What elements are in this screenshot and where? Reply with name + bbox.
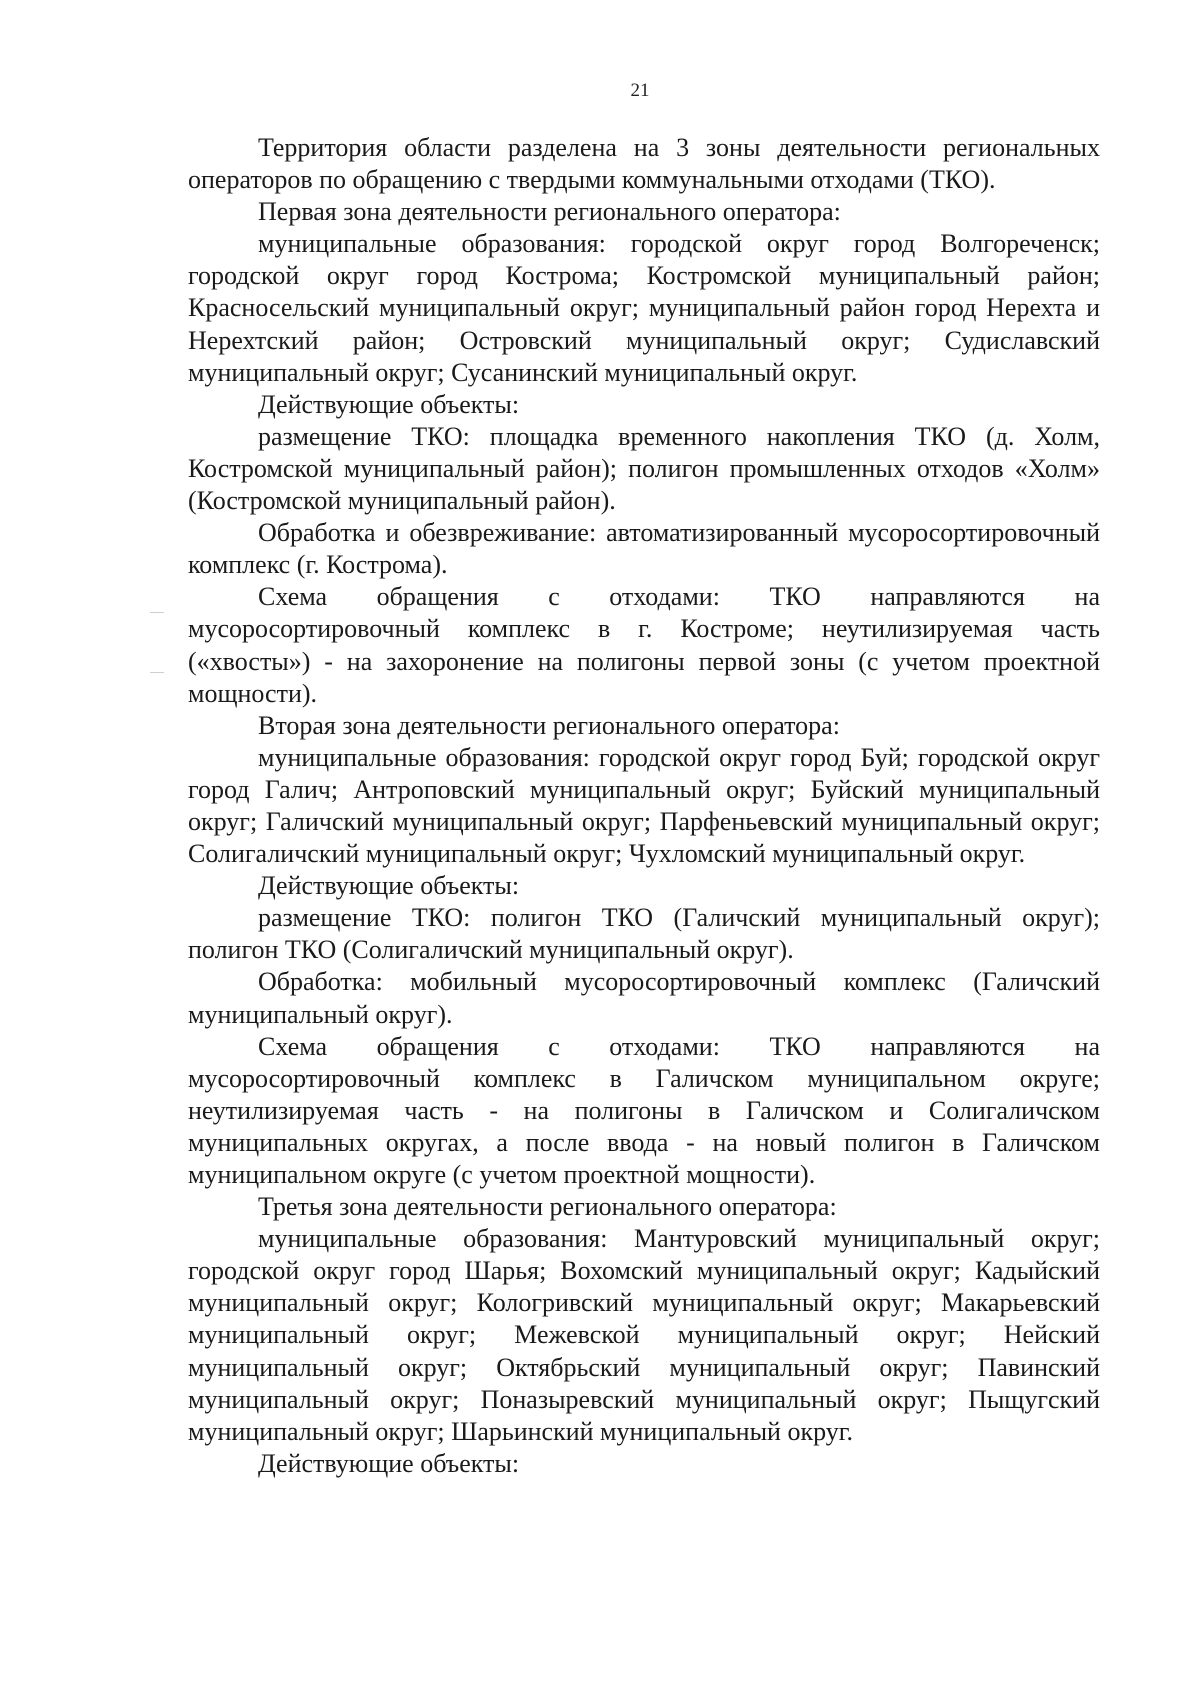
paragraph-zone-2-scheme: Схема обращения с отходами: ТКО направляются на мусоросортировочный комплекс в Галичском муниципальном округе; неутилизируемая часть - на полигоны в Галичском и Солигаличском муниципальных округах, а после ввода - на новый полигон в Галичском муниципальном округе (с учетом проектной мощности). <box>188 1031 1100 1189</box>
paragraph-zone-2-placement: размещение ТКО: полигон ТКО (Галичский муниципальный округ); полигон ТКО (Солигаличский муниципальный округ). <box>188 903 1100 965</box>
paragraph-zone-3-objects-heading: Действующие объекты: <box>258 1448 520 1478</box>
paragraph-zone-2-municipalities: муниципальные образования: городской округ город Буй; городской округ город Галич; Антроповский муниципальный округ; Буйский муниципальный округ; Галичский муниципальный округ; Парфеньевский муниципальный округ; Солигаличский муниципальный округ; Чухломский муниципальный округ. <box>188 742 1100 869</box>
paragraph-zone-3-heading: Третья зона деятельности регионального оператора: <box>258 1192 837 1222</box>
page-number: 21 <box>630 80 650 101</box>
paragraph-zone-1-heading: Первая зона деятельности регионального оператора: <box>258 197 841 227</box>
paragraph-zone-1-municipalities: муниципальные образования: городской округ город Волгореченск; городской округ город Кострома; Костромской муниципальный район; Красносельский муниципальный округ; муниципальный район город Нерехта и Нерехтский район; Островский муниципальный округ; Судиславский муниципальный округ; Сусанинский муниципальный округ. <box>188 229 1100 387</box>
paragraph-territory-intro: Территория области разделена на 3 зоны деятельности региональных операторов по обращению с твердыми коммунальными отходами (ТКО). <box>188 133 1100 195</box>
paragraph-zone-2-processing: Обработка: мобильный мусоросортировочный комплекс (Галичский муниципальный округ). <box>188 967 1100 1029</box>
paragraph-zone-2-objects-heading: Действующие объекты: <box>258 871 520 901</box>
scan-margin-mark <box>150 672 164 673</box>
paragraph-zone-1-processing: Обработка и обезвреживание: автоматизированный мусоросортировочный комплекс (г. Кострома). <box>188 518 1100 580</box>
paragraph-zone-2-heading: Вторая зона деятельности регионального оператора: <box>258 710 840 740</box>
paragraph-zone-1-scheme: Схема обращения с отходами: ТКО направляются на мусоросортировочный комплекс в г. Костроме; неутилизируемая часть («хвосты») - на захоронение на полигоны первой зоны (с учетом проектной мощности). <box>188 582 1100 708</box>
paragraph-zone-3-municipalities: муниципальные образования: Мантуровский муниципальный округ; городской округ город Шарья; Вохомский муниципальный округ; Кадыйский муниципальный округ; Кологривский муниципальный округ; Макарьевский муниципальный округ; Межевской муниципальный округ; Нейский муниципальный округ; Октябрьский муниципальный округ; Павинский муниципальный округ; Поназыревский муниципальный округ; Пыщугский муниципальный округ; Шарьинский муниципальный округ. <box>188 1224 1100 1446</box>
paragraph-zone-1-objects-heading: Действующие объекты: <box>258 389 520 419</box>
paragraph-zone-1-placement: размещение ТКО: площадка временного накопления ТКО (д. Холм, Костромской муниципальный район); полигон промышленных отходов «Холм» (Костромской муниципальный район). <box>188 421 1100 516</box>
scan-margin-mark <box>150 612 164 613</box>
document-body <box>188 132 1100 1480</box>
